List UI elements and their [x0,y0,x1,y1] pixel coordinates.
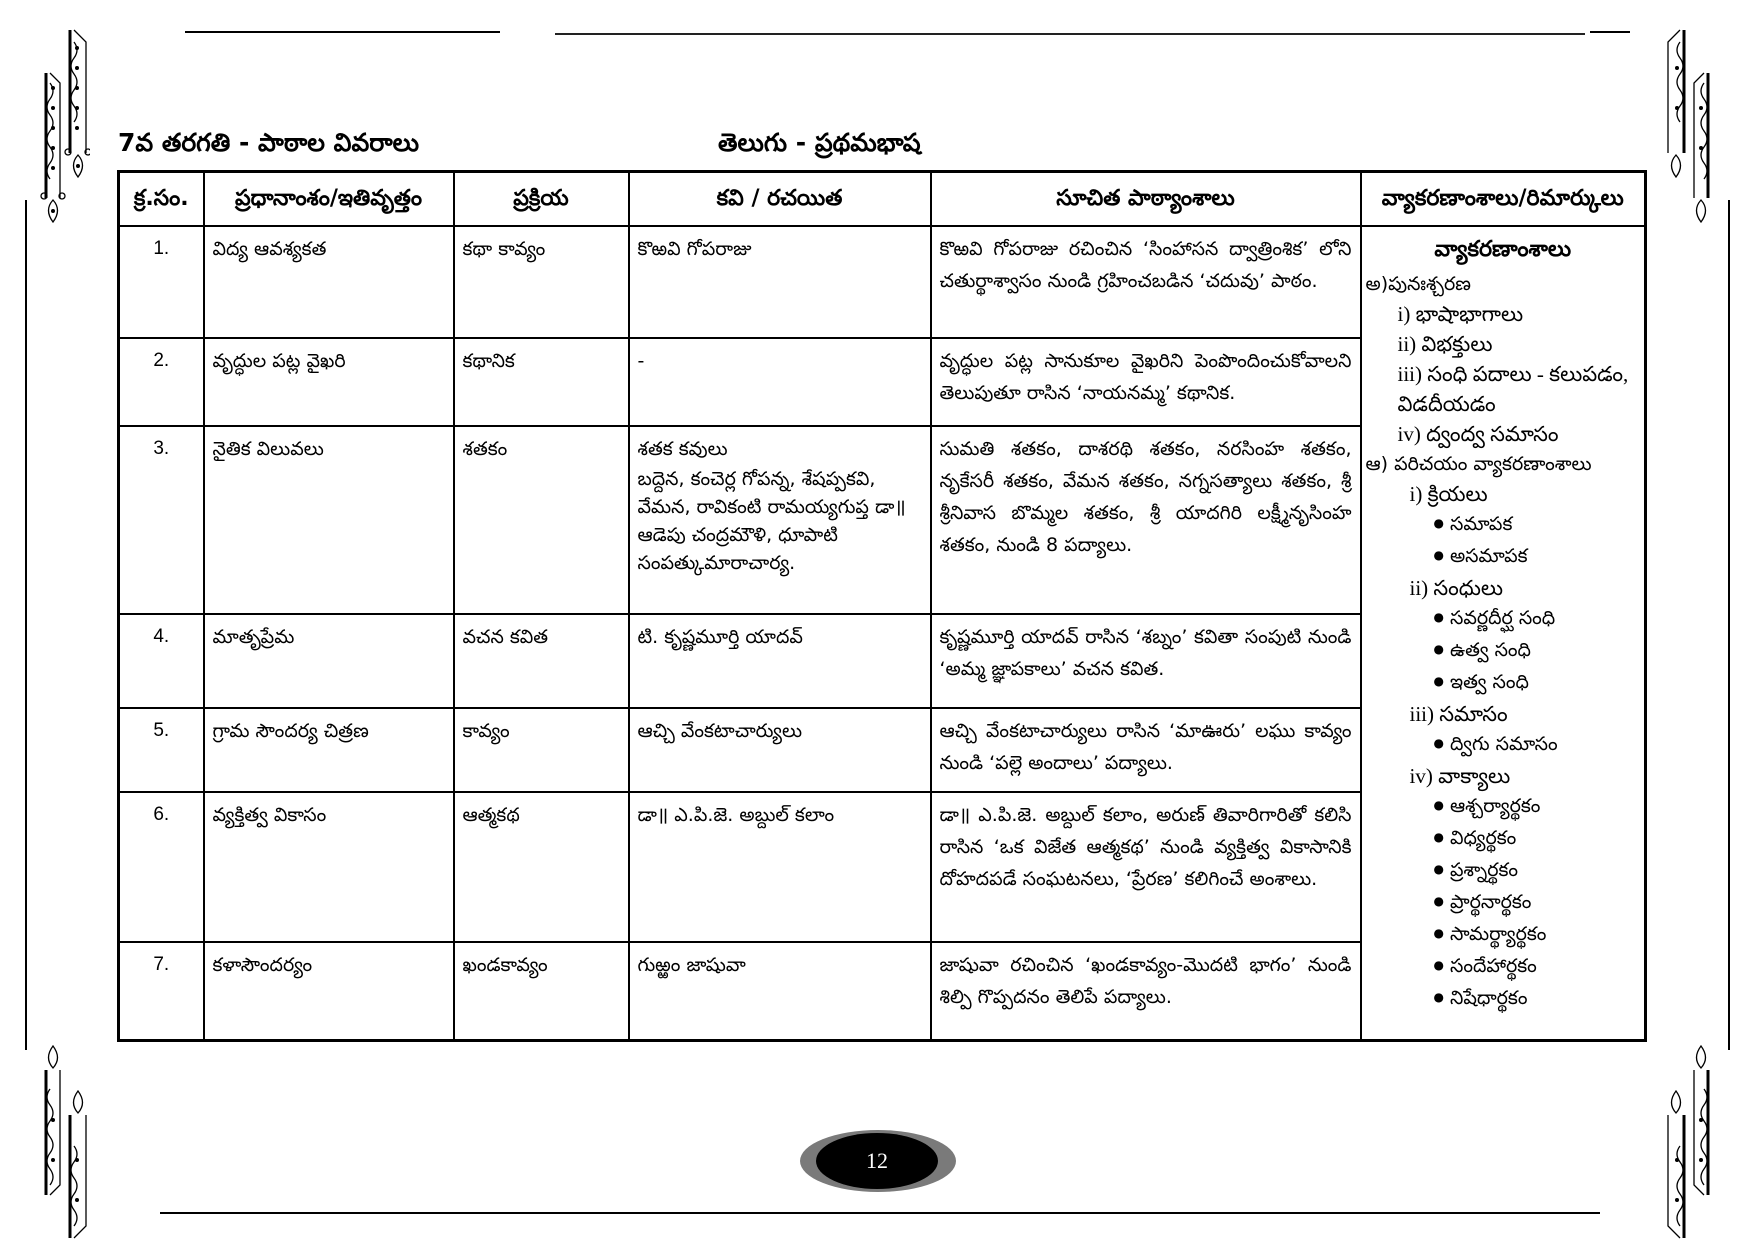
column-header-sno: క్ర.సం. [119,172,204,227]
column-header-lesson: సూచిత పాఠ్యాంశాలు [931,172,1361,227]
table-row [119,226,1646,338]
top-border-line [555,33,1585,35]
grammar-bullet: ● విధ్యర్థకం [1434,823,1641,855]
cell-theme: మాతృప్రేమ [204,614,454,708]
cell-sno: 1. [119,226,204,338]
corner-ornament-icon [20,28,90,228]
column-header-author: కవి / రచయిత [629,172,931,227]
cell-author: కొఱవి గోపరాజు [629,226,931,338]
grammar-bullet: ● ఇత్వ సంధి [1434,667,1641,699]
grammar-bullet: ● నిషేధార్థకం [1434,983,1641,1015]
grammar-title: వ్యాకరణాంశాలు [1434,237,1572,262]
cell-sno: 6. [119,792,204,942]
page-number-badge [800,1130,956,1192]
grammar-item: i) క్రియలు [1409,482,1488,506]
cell-lesson: డా॥ ఎ.పి.జె. అబ్దుల్ కలాం, అరుణ్ తివారిగారితో కలిసి రాసిన ‘ఒక విజేత ఆత్మకథ’ నుండి వ్యక్తిత్వ వికాసానికి దోహదపడే సంఘటనలు, ‘ప్రేరణ’ కలిగించే అంశాలు. [931,792,1361,942]
cell-theme: విద్య ఆవశ్యకత [204,226,454,338]
grammar-item: iii) సంధి పదాలు - కలుపడం, విడదీయడం [1397,362,1629,416]
page-title: 7వ తరగతి - పాఠాల వివరాలు [118,128,420,157]
corner-ornament-icon [20,1040,90,1240]
cell-author: డా॥ ఎ.పి.జె. అబ్దుల్ కలాం [629,792,931,942]
cell-lesson: సుమతి శతకం, దాశరథి శతకం, నరసింహ శతకం, నృకేసరీ శతకం, వేమన శతకం, నగ్నసత్యాలు శతకం, శ్రీ శ్రీనివాస బొమ్మల శతకం, శ్రీ యాదగిరి లక్ష్మీనృసింహ శతకం, నుండి 8 పద్యాలు. [931,426,1361,614]
grammar-item: ii) విభక్తులు [1397,332,1493,356]
cell-theme: నైతిక విలువలు [204,426,454,614]
grammar-bullet: ● సవర్ణదీర్ఘ సంధి [1434,603,1641,635]
top-border-line [1590,31,1630,33]
grammar-bullet: ● ప్రార్థనార్థకం [1434,887,1641,919]
grammar-item: iv) ద్వంద్వ సమాసం [1397,422,1559,446]
grammar-bullet: ● అసమాపక [1434,541,1641,573]
right-border-line [1728,200,1730,1050]
cell-grammar [1361,226,1646,1040]
column-header-genre: ప్రక్రియ [454,172,629,227]
corner-ornament-icon [1664,28,1734,228]
table-header-row [119,172,1646,227]
cell-genre: వచన కవిత [454,614,629,708]
grammar-section-revision: అ)పునఃశ్చరణ [1365,273,1471,295]
grammar-item: iii) సమాసం [1409,702,1508,726]
left-border-line [25,200,27,1050]
cell-genre: కావ్యం [454,708,629,792]
cell-lesson: కొఱవి గోపరాజు రచించిన ‘సింహాసన ద్వాత్రింశిక’ లోని చతుర్థాశ్వాసం నుండి గ్రహించబడిన ‘చదువు’ పాఠం. [931,226,1361,338]
subject-title: తెలుగు - ప్రథమభాష [718,128,921,157]
grammar-bullet: ● ప్రశ్నార్థకం [1434,855,1641,887]
top-border-line [185,31,500,33]
cell-genre: కథా కావ్యం [454,226,629,338]
grammar-item: i) భాషాభాగాలు [1397,302,1524,326]
cell-sno: 7. [119,942,204,1040]
cell-sno: 5. [119,708,204,792]
cell-sno: 3. [119,426,204,614]
corner-ornament-icon [1664,1040,1734,1240]
cell-author: టి. కృష్ణమూర్తి యాదవ్ [629,614,931,708]
author-heading: శతక కవులు [637,438,728,460]
cell-sno: 4. [119,614,204,708]
cell-author: - [629,338,931,426]
grammar-section-introduction: ఆ) పరిచయం వ్యాకరణాంశాలు [1365,453,1592,475]
grammar-bullet: ● సమాపక [1434,509,1641,541]
cell-theme: కళాసౌందర్యం [204,942,454,1040]
cell-genre: కథానిక [454,338,629,426]
grammar-bullet: ● సామర్థ్యార్థకం [1434,919,1641,951]
cell-genre: ఖండకావ్యం [454,942,629,1040]
page-number: 12 [816,1133,938,1189]
grammar-bullet: ● ఉత్వ సంధి [1434,635,1641,667]
cell-genre: శతకం [454,426,629,614]
cell-lesson: వృద్ధుల పట్ల సానుకూల వైఖరిని పెంపొందించుకోవాలని తెలుపుతూ రాసిన ‘నాయనమ్మ’ కథానిక. [931,338,1361,426]
cell-theme: వ్యక్తిత్వ వికాసం [204,792,454,942]
grammar-item: iv) వాక్యాలు [1409,764,1511,788]
cell-lesson: ఆచ్చి వేంకటాచార్యులు రాసిన ‘మాఊరు’ లఘు కావ్యం నుండి ‘పల్లె అందాలు’ పద్యాలు. [931,708,1361,792]
cell-lesson: జాషువా రచించిన ‘ఖండకావ్యం-మొదటి భాగం’ నుండి శిల్పి గొప్పదనం తెలిపే పద్యాలు. [931,942,1361,1040]
column-header-theme: ప్రధానాంశం/ఇతివృత్తం [204,172,454,227]
bottom-border-line [160,1212,1600,1214]
grammar-item: ii) సంధులు [1409,576,1504,600]
cell-genre: ఆత్మకథ [454,792,629,942]
cell-author: ఆచ్చి వేంకటాచార్యులు [629,708,931,792]
cell-author: గుఱ్ఱం జాషువా [629,942,931,1040]
cell-theme: గ్రామ సౌందర్య చిత్రణ [204,708,454,792]
cell-author [629,426,931,614]
lessons-table [117,170,1647,1042]
cell-lesson: కృష్ణమూర్తి యాదవ్ రాసిన ‘శబ్నం’ కవితా సంపుటి నుండి ‘అమ్మ జ్ఞాపకాలు’ వచన కవిత. [931,614,1361,708]
cell-sno: 2. [119,338,204,426]
grammar-bullet: ● ద్విగు సమాసం [1434,729,1641,761]
author-detail: బద్దెన, కంచెర్ల గోపన్న, శేషప్పకవి, వేమన, రావికంటి రామయ్యగుప్త డా॥ ఆడెపు చంద్రమౌళి, ధూపాటి సంపత్కుమారాచార్య. [637,468,906,574]
cell-theme: వృద్ధుల పట్ల వైఖరి [204,338,454,426]
column-header-grammar: వ్యాకరణాంశాలు/రిమార్కులు [1361,172,1646,227]
grammar-bullet: ● ఆశ్చర్యార్థకం [1434,791,1641,823]
grammar-bullet: ● సందేహార్థకం [1434,951,1641,983]
